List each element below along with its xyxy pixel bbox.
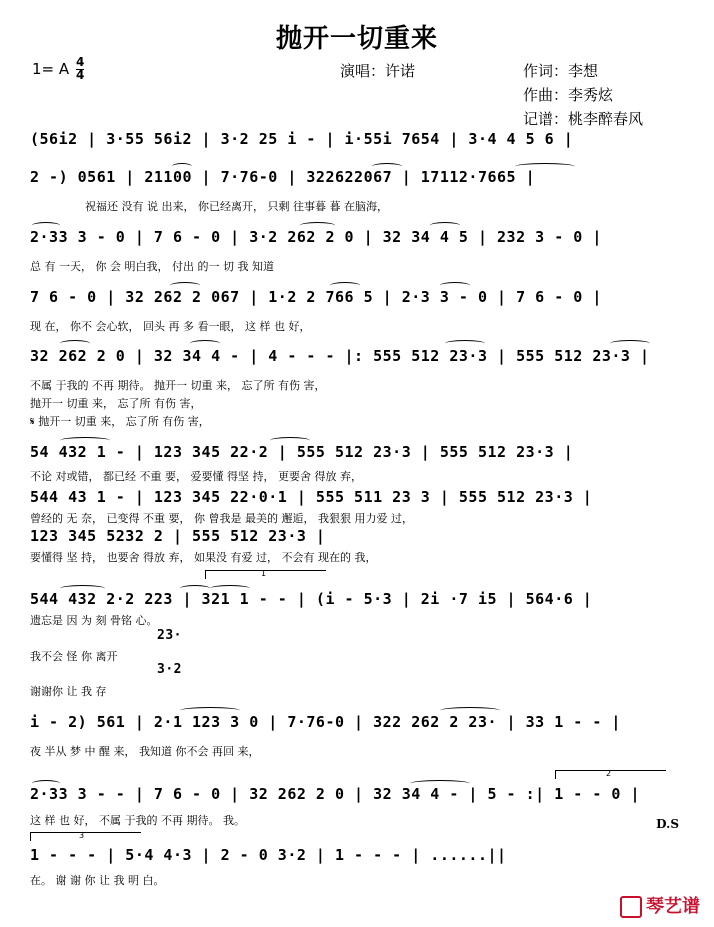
score-notes: (56i2 | 3·55 56i2 | 3·2 25 i - | i·55i 7654 | 3·4 4 5 6 | bbox=[30, 130, 574, 148]
time-signature-bottom: 4 bbox=[76, 68, 85, 82]
slur-mark bbox=[32, 780, 60, 787]
score-notes: 544 432 2·2 223 | 321 1 - - | (i - 5·3 | 2i ·7 i5 | 564·6 | bbox=[30, 590, 593, 608]
time-signature bbox=[76, 57, 84, 81]
slur-mark bbox=[60, 585, 105, 592]
score-notes: 1 - - - | 5·4 4·3 | 2 - 0 3·2 | 1 - - - | ......|| bbox=[30, 846, 507, 864]
song-title: 抛开一切重来 bbox=[275, 24, 438, 54]
lyric-line: 夜 半从 梦 中 醒 来， 我知道 你不会 再回 来， bbox=[30, 745, 260, 758]
slur-mark bbox=[300, 222, 335, 229]
slur-mark bbox=[172, 163, 192, 170]
score-notes: 2·33 3 - 0 | 7 6 - 0 | 3·2 262 2 0 | 32 34 4 5 | 232 3 - 0 | bbox=[30, 228, 602, 246]
slur-mark bbox=[372, 163, 402, 170]
score-notes: 54 432 1 - | 123 345 22·2 | 555 512 23·3 | 555 512 23·3 | bbox=[30, 443, 574, 461]
slur-mark bbox=[440, 707, 500, 714]
logo-mark-icon bbox=[620, 896, 642, 918]
slur-mark bbox=[190, 340, 220, 347]
lyric-line: 总 有 一天， 你 会 明白我， 付出 的一 切 我 知道 bbox=[30, 260, 274, 273]
lyric-line: 祝福还 没有 说 出来， 你已经离开， 只剩 往事暮 暮 在脑海， bbox=[85, 200, 388, 213]
lyric-line: 遗忘是 因 为 刻 骨铭 心。 bbox=[30, 614, 158, 627]
slur-mark bbox=[180, 707, 240, 714]
lyricist: 作词：李想 bbox=[523, 62, 599, 80]
lyric-line: 在。 谢 谢 你 让 我 明 白。 bbox=[30, 874, 165, 887]
transcriber: 记谱：桃李醉春风 bbox=[523, 110, 644, 128]
score-notes: 123 345 5232 2 | 555 512 23·3 | bbox=[30, 527, 326, 545]
score-notes: 2 -) 0561 | 21100 | 7·76-0 | 322622067 | 17112·7665 | bbox=[30, 168, 536, 186]
slur-mark bbox=[445, 340, 485, 347]
lyric-line: 这 样 也 好， 不属 于我的 不再 期待。 我。 bbox=[30, 814, 245, 827]
slur-mark bbox=[330, 282, 360, 289]
lyric-line: 现 在， 你不 会心软， 回头 再 多 看一眼， 这 样 也 好， bbox=[30, 320, 311, 333]
score-notes: 32 262 2 0 | 32 34 4 - | 4 - - - |: 555 512 23·3 | 555 512 23·3 | bbox=[30, 347, 650, 365]
volta-bracket-3: 3 bbox=[30, 832, 141, 841]
slur-mark bbox=[180, 585, 210, 592]
composer: 作曲：李秀炫 bbox=[523, 86, 614, 104]
score-notes: 2·33 3 - - | 7 6 - 0 | 32 262 2 0 | 32 34 4 - | 5 - :| 1 - - 0 | bbox=[30, 785, 640, 803]
key-signature: 1= A bbox=[32, 60, 70, 78]
slur-mark bbox=[60, 340, 90, 347]
volta-bracket-1: 1 bbox=[205, 570, 326, 579]
slur-mark bbox=[32, 222, 60, 229]
slur-mark bbox=[170, 282, 200, 289]
site-logo: 琴艺谱 bbox=[620, 892, 700, 918]
dal-segno-mark: D.S bbox=[656, 817, 679, 831]
time-signature-top: 4 bbox=[76, 55, 85, 69]
lyric-line: 不属 于我的 不再 期待。 抛开一 切重 来， 忘了所 有伤 害， bbox=[30, 379, 326, 392]
lyric-line: 抛开一 切重 来， 忘了所 有伤 害， bbox=[30, 397, 202, 410]
slur-mark bbox=[610, 340, 650, 347]
slur-mark bbox=[440, 282, 470, 289]
score-notes: 7 6 - 0 | 32 262 2 067 | 1·2 2 766 5 | 2·3 3 - 0 | 7 6 - 0 | bbox=[30, 288, 602, 306]
singer: 演唱：许诺 bbox=[340, 62, 416, 80]
slur-mark bbox=[515, 163, 575, 170]
lyric-line: 曾经的 无 奈， 已变得 不重 要， 你 曾我是 最美的 邂逅， 我狠狠 用力爱 过， bbox=[30, 512, 413, 525]
alt-notes: 23· bbox=[157, 628, 182, 643]
lyric-line: 谢谢你 让 我 存 bbox=[30, 685, 107, 698]
score-notes: i - 2) 561 | 2·1 123 3 0 | 7·76-0 | 322 262 2 23· | 33 1 - - | bbox=[30, 713, 621, 731]
score-notes: 544 43 1 - | 123 345 22·0·1 | 555 511 23 3 | 555 512 23·3 | bbox=[30, 488, 593, 506]
lyric-line: 𝄋 抛开一 切重 来， 忘了所 有伤 害， bbox=[30, 415, 210, 428]
slur-mark bbox=[270, 437, 310, 444]
alt-notes: 3·2 bbox=[157, 662, 182, 677]
slur-mark bbox=[60, 437, 110, 444]
lyric-line: 不论 对或错， 都已经 不重 要， 爱要懂 得坚 持， 更要舍 得放 弃， bbox=[30, 470, 362, 483]
slur-mark bbox=[210, 585, 250, 592]
slur-mark bbox=[430, 222, 460, 229]
slur-mark bbox=[410, 780, 470, 787]
volta-bracket-2: 2 bbox=[555, 770, 666, 779]
lyric-line: 我不会 怪 你 离开 bbox=[30, 650, 118, 663]
lyric-line: 要懂得 坚 持， 也要舍 得放 弃， 如果没 有爱 过， 不会有 现在的 我， bbox=[30, 551, 377, 564]
